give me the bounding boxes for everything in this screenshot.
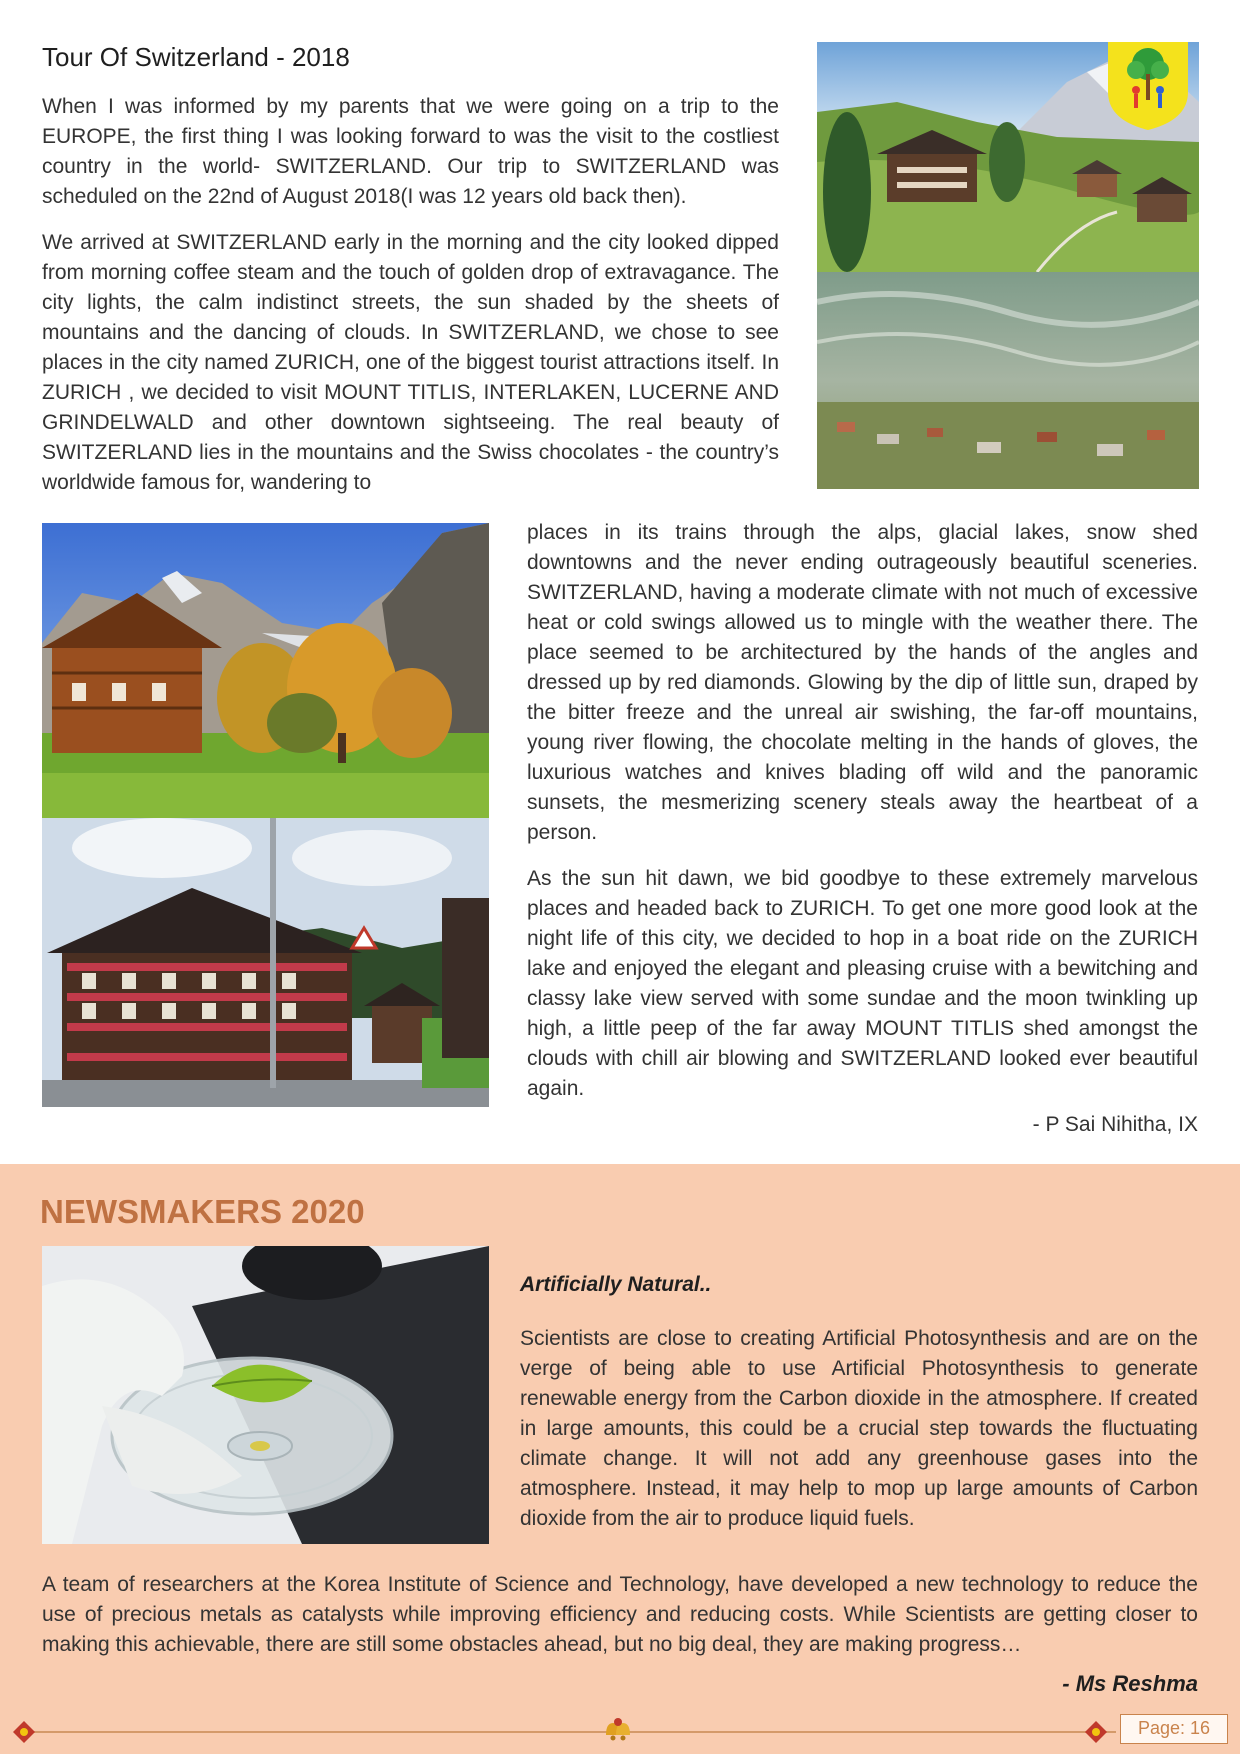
news-subtitle: Artificially Natural..: [520, 1273, 712, 1296]
school-logo-icon: [1108, 42, 1188, 130]
page-number: Page: 16: [1120, 1714, 1228, 1744]
chalet-photo: [42, 523, 489, 818]
article-author: - P Sai Nihitha, IX: [1032, 1113, 1198, 1136]
article-paragraph-4: As the sun hit dawn, we bid goodbye to these extremely marvelous places and headed back to ZURICH. To get one more good look at the night life of this city, we decided to hop in a boat ride on the ZURICH lake and enjoyed the elegant and pleasing cruise with a bewitching and classy lake view served with some sundae and the moon twinkling up high, a little peep of the far away MOUNT TITLIS shed amongst the clouds with chill air blowing and SWITZERLAND looked ever beautiful again.: [527, 867, 1198, 1100]
article-title: Tour Of Switzerland - 2018: [42, 42, 350, 72]
article-paragraph-2: We arrived at SWITZERLAND early in the morning and the city looked dipped from morning coffee steam and the touch of golden drop of extravagance. The city lights, the calm indistinct streets, the sun shaded by the sheets of mountains and the dancing of clouds. In SWITZERLAND, we chose to see places in the city named ZURICH, one of the biggest tourist attractions itself. In ZURICH , we decided to visit MOUNT TITLIS, INTERLAKEN, LUCERNE AND GRINDELWALD and other downtown sightseeing. The real beauty of SWITZERLAND lies in the mountains and the Swiss chocolates - the country’s worldwide famous for, wandering to: [42, 231, 779, 494]
news-paragraph-2: A team of researchers at the Korea Institute of Science and Technology, have developed a new technology to reduce the use of precious metals as catalysts while improving efficiency and reducing costs. While Scientists are getting closer to making this achievable, there are still some obstacles ahead, but no big deal, they are making progress…: [42, 1573, 1198, 1656]
leaf-petri-dish-photo: [42, 1246, 489, 1544]
news-paragraph-1: Scientists are close to creating Artificial Photosynthesis and are on the verge of being able to use Artificial Photosynthesis to generate renewable energy from the Carbon dioxide in the atmosphere. If created in large amounts, this could be a crucial step towards the fluctuating climate change. It will not add any greenhouse gases into the atmosphere. Instead, it may help to mop up large amounts of Carbon dioxide from the air to produce liquid fuels.: [520, 1327, 1198, 1530]
news-author: - Ms Reshma: [1062, 1671, 1198, 1696]
ornament-right-icon: [1084, 1720, 1108, 1744]
newsmakers-heading: NEWSMAKERS 2020: [40, 1193, 365, 1230]
ornament-left-icon: [12, 1720, 36, 1744]
bells-ornament-icon: [602, 1717, 634, 1745]
hotel-photo: [42, 818, 489, 1107]
footer-divider: [24, 1731, 1116, 1733]
article-paragraph-3: places in its trains through the alps, glacial lakes, snow shed downtowns and the never ending outrageously beautiful sceneries. SWITZERLAND, having a moderate climate with not much of excessive heat or cold swings allowed us to mingle with the weather there. The place seemed to be architectured by the hands of the angles and dressed up by red diamonds. Glowing by the dip of little sun, draped by the bitter freeze and the unreal air swishing, the far-off mountains, young river flowing, the chocolate melting in the hands of gloves, the luxurious watches and knives blading off wild and the panoramic sunsets, the mesmerizing scenery steals away the heartbeat of a person.: [527, 521, 1198, 844]
article-paragraph-1: When I was informed by my parents that we were going on a trip to the EUROPE, the first thing I was looking forward to was the visit to the costliest country in the world- SWITZERLAND. Our trip to SWITZERLAND was scheduled on the 22nd of August 2018(I was 12 years old back then).: [42, 95, 779, 208]
